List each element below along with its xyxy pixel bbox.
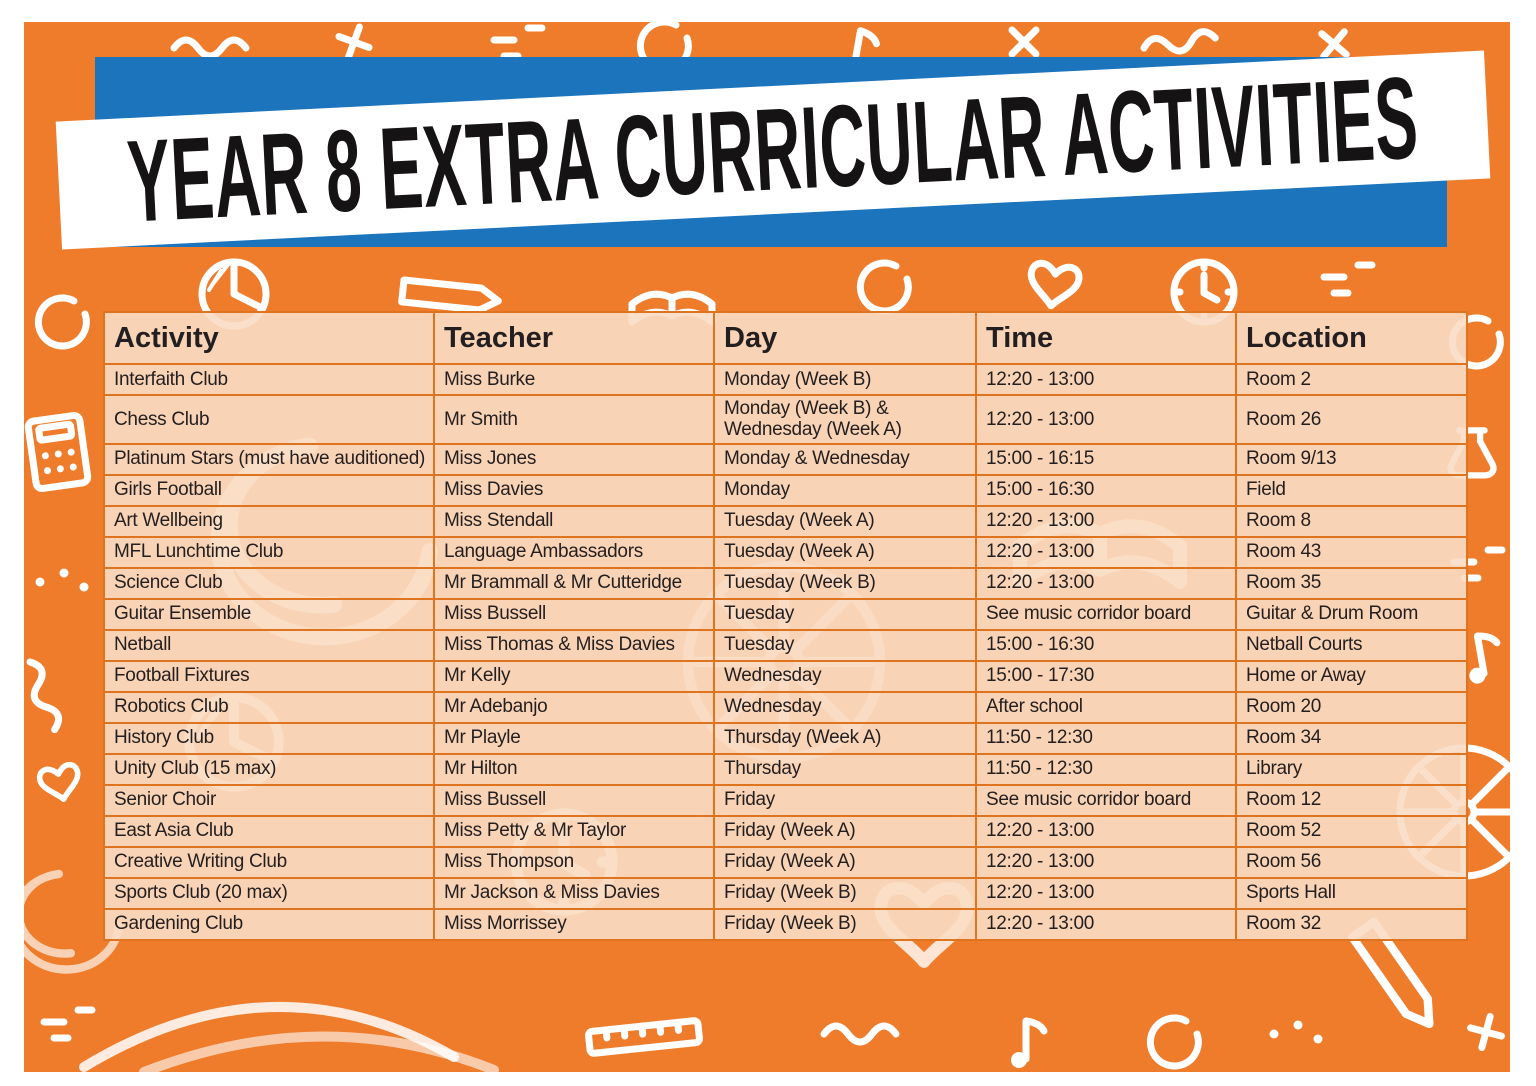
- table-cell: Tuesday: [714, 599, 976, 630]
- table-cell: Mr Playle: [434, 723, 714, 754]
- table-row: [104, 599, 1467, 630]
- table-cell: Girls Football: [104, 475, 434, 506]
- column-header: Time: [976, 312, 1236, 364]
- table-row: [104, 878, 1467, 909]
- table-cell: Platinum Stars (must have auditioned): [104, 444, 434, 475]
- table-cell: Home or Away: [1236, 661, 1467, 692]
- table-cell: Guitar Ensemble: [104, 599, 434, 630]
- table-cell: Miss Morrissey: [434, 909, 714, 940]
- table-cell: Mr Jackson & Miss Davies: [434, 878, 714, 909]
- table-row: [104, 692, 1467, 723]
- column-header: Day: [714, 312, 976, 364]
- table-cell: Interfaith Club: [104, 364, 434, 395]
- table-cell: Football Fixtures: [104, 661, 434, 692]
- table-cell: Library: [1236, 754, 1467, 785]
- table-cell: Monday: [714, 475, 976, 506]
- table-cell: Room 52: [1236, 816, 1467, 847]
- table-cell: Tuesday (Week A): [714, 506, 976, 537]
- table-cell: Miss Petty & Mr Taylor: [434, 816, 714, 847]
- table-cell: MFL Lunchtime Club: [104, 537, 434, 568]
- table-cell: Art Wellbeing: [104, 506, 434, 537]
- table-cell: Monday (Week B) & Wednesday (Week A): [714, 395, 976, 444]
- table-cell: Mr Hilton: [434, 754, 714, 785]
- table-row: [104, 785, 1467, 816]
- table-cell: Chess Club: [104, 395, 434, 444]
- table-cell: Wednesday: [714, 692, 976, 723]
- table-cell: Unity Club (15 max): [104, 754, 434, 785]
- table-row: [104, 723, 1467, 754]
- table-row: [104, 364, 1467, 395]
- table-cell: Friday (Week B): [714, 909, 976, 940]
- table-cell: Room 2: [1236, 364, 1467, 395]
- table-cell: Miss Thomas & Miss Davies: [434, 630, 714, 661]
- table-cell: Miss Davies: [434, 475, 714, 506]
- header-row: [104, 312, 1467, 364]
- table-cell: Tuesday (Week B): [714, 568, 976, 599]
- table-cell: Creative Writing Club: [104, 847, 434, 878]
- table-cell: Guitar & Drum Room: [1236, 599, 1467, 630]
- table-row: [104, 568, 1467, 599]
- table-cell: 11:50 - 12:30: [976, 723, 1236, 754]
- column-header: Location: [1236, 312, 1467, 364]
- table-cell: Science Club: [104, 568, 434, 599]
- table-cell: 12:20 - 13:00: [976, 364, 1236, 395]
- table-row: [104, 816, 1467, 847]
- table-row: [104, 661, 1467, 692]
- table-cell: Thursday (Week A): [714, 723, 976, 754]
- table-cell: Mr Kelly: [434, 661, 714, 692]
- table-cell: Mr Brammall & Mr Cutteridge: [434, 568, 714, 599]
- table-row: [104, 444, 1467, 475]
- table-cell: Room 34: [1236, 723, 1467, 754]
- table-cell: 12:20 - 13:00: [976, 506, 1236, 537]
- table-body: [104, 364, 1467, 940]
- table-cell: Room 32: [1236, 909, 1467, 940]
- table-cell: Room 35: [1236, 568, 1467, 599]
- table-cell: See music corridor board: [976, 785, 1236, 816]
- table-cell: 15:00 - 17:30: [976, 661, 1236, 692]
- table-cell: Senior Choir: [104, 785, 434, 816]
- table-cell: Miss Bussell: [434, 599, 714, 630]
- table-cell: Room 12: [1236, 785, 1467, 816]
- table-cell: 11:50 - 12:30: [976, 754, 1236, 785]
- table-cell: Sports Hall: [1236, 878, 1467, 909]
- table-cell: Thursday: [714, 754, 976, 785]
- table-cell: Miss Thompson: [434, 847, 714, 878]
- table-cell: Monday & Wednesday: [714, 444, 976, 475]
- table-cell: Wednesday: [714, 661, 976, 692]
- table-cell: Gardening Club: [104, 909, 434, 940]
- table-cell: Netball Courts: [1236, 630, 1467, 661]
- table-cell: Miss Burke: [434, 364, 714, 395]
- table-cell: 12:20 - 13:00: [976, 568, 1236, 599]
- table-row: [104, 754, 1467, 785]
- page-title: YEAR 8 EXTRA CURRICULAR ACTIVITIES: [124, 52, 1422, 247]
- table-cell: See music corridor board: [976, 599, 1236, 630]
- table-cell: Robotics Club: [104, 692, 434, 723]
- table-row: [104, 506, 1467, 537]
- table-cell: Language Ambassadors: [434, 537, 714, 568]
- table-cell: Field: [1236, 475, 1467, 506]
- table-cell: Mr Smith: [434, 395, 714, 444]
- table-cell: East Asia Club: [104, 816, 434, 847]
- table-cell: Tuesday (Week A): [714, 537, 976, 568]
- table-row: [104, 395, 1467, 444]
- table-cell: Room 8: [1236, 506, 1467, 537]
- table-cell: Room 20: [1236, 692, 1467, 723]
- table-cell: Miss Bussell: [434, 785, 714, 816]
- table-cell: Monday (Week B): [714, 364, 976, 395]
- table-cell: Mr Adebanjo: [434, 692, 714, 723]
- table-cell: 15:00 - 16:30: [976, 630, 1236, 661]
- table-cell: Room 43: [1236, 537, 1467, 568]
- table-cell: Room 9/13: [1236, 444, 1467, 475]
- table-cell: Friday (Week A): [714, 816, 976, 847]
- table-row: [104, 537, 1467, 568]
- table-cell: Miss Stendall: [434, 506, 714, 537]
- table-cell: 12:20 - 13:00: [976, 847, 1236, 878]
- table-cell: 12:20 - 13:00: [976, 816, 1236, 847]
- column-header: Teacher: [434, 312, 714, 364]
- table-cell: Friday: [714, 785, 976, 816]
- table-cell: 12:20 - 13:00: [976, 878, 1236, 909]
- table-cell: 15:00 - 16:30: [976, 475, 1236, 506]
- table-cell: Room 26: [1236, 395, 1467, 444]
- table-cell: 12:20 - 13:00: [976, 537, 1236, 568]
- table-cell: Friday (Week A): [714, 847, 976, 878]
- table-row: [104, 909, 1467, 940]
- table-cell: Friday (Week B): [714, 878, 976, 909]
- table-cell: Room 56: [1236, 847, 1467, 878]
- table-row: [104, 847, 1467, 878]
- table-cell: Netball: [104, 630, 434, 661]
- table-cell: 15:00 - 16:15: [976, 444, 1236, 475]
- table-row: [104, 630, 1467, 661]
- activities-table: [103, 311, 1468, 941]
- table-row: [104, 475, 1467, 506]
- poster: [24, 22, 1510, 1072]
- table-cell: 12:20 - 13:00: [976, 395, 1236, 444]
- table-cell: Miss Jones: [434, 444, 714, 475]
- column-header: Activity: [104, 312, 434, 364]
- table-cell: Tuesday: [714, 630, 976, 661]
- table-cell: History Club: [104, 723, 434, 754]
- table-cell: Sports Club (20 max): [104, 878, 434, 909]
- table-cell: After school: [976, 692, 1236, 723]
- table-cell: 12:20 - 13:00: [976, 909, 1236, 940]
